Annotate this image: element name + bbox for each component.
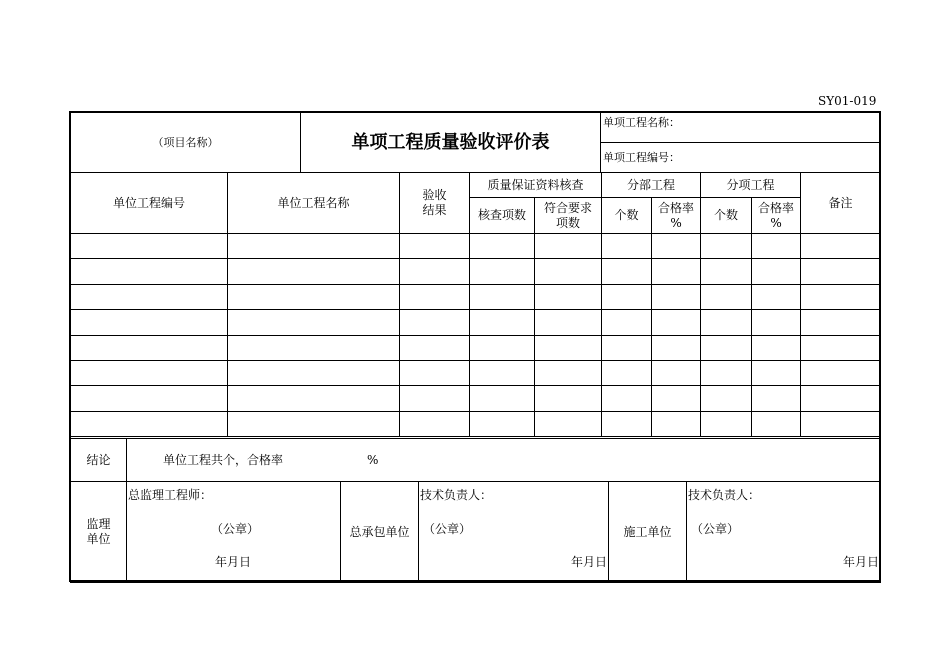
table-cell[interactable]	[801, 411, 881, 436]
table-cell[interactable]	[535, 360, 602, 385]
table-row	[71, 360, 881, 385]
col-item-count: 个数	[701, 198, 752, 234]
table-cell[interactable]	[652, 411, 701, 436]
table-cell[interactable]	[470, 259, 535, 284]
table-cell[interactable]	[71, 335, 228, 360]
table-cell[interactable]	[652, 284, 701, 309]
table-cell[interactable]	[602, 360, 652, 385]
table-cell[interactable]	[71, 386, 228, 411]
table-cell[interactable]	[801, 386, 881, 411]
table-cell[interactable]	[470, 386, 535, 411]
col-unit-name: 单位工程名称	[228, 173, 400, 234]
table-cell[interactable]	[400, 234, 470, 259]
table-cell[interactable]	[71, 259, 228, 284]
table-cell[interactable]	[400, 284, 470, 309]
table-cell[interactable]	[752, 411, 801, 436]
table-row	[71, 335, 881, 360]
table-cell[interactable]	[801, 284, 881, 309]
table-cell[interactable]	[535, 259, 602, 284]
table-cell[interactable]	[752, 284, 801, 309]
table-cell[interactable]	[602, 411, 652, 436]
conclusion-text: 单位工程共个，合格率 %	[127, 439, 881, 482]
col-remarks: 备注	[801, 173, 881, 234]
table-cell[interactable]	[228, 310, 400, 335]
table-cell[interactable]	[801, 259, 881, 284]
table-cell[interactable]	[228, 259, 400, 284]
col-meets: 符合要求 项数	[535, 198, 602, 234]
table-cell[interactable]	[752, 335, 801, 360]
project-name: （项目名称）	[71, 113, 301, 173]
col-sub-part-group: 分部工程	[602, 173, 701, 198]
table-cell[interactable]	[701, 335, 752, 360]
table-cell[interactable]	[470, 335, 535, 360]
table-cell[interactable]	[602, 335, 652, 360]
table-cell[interactable]	[701, 284, 752, 309]
table-row	[71, 259, 881, 284]
table-row	[71, 234, 881, 259]
table-cell[interactable]	[470, 284, 535, 309]
table-cell[interactable]	[701, 259, 752, 284]
table-cell[interactable]	[701, 386, 752, 411]
table-cell[interactable]	[701, 411, 752, 436]
supervision-unit-label: 监理 单位	[71, 482, 127, 583]
col-unit-number: 单位工程编号	[71, 173, 228, 234]
general-contractor-sign-area: 技术负责人： （公章） 年月日	[419, 482, 609, 583]
col-item-pass-rate: 合格率 %	[752, 198, 801, 234]
table-row	[71, 284, 881, 309]
header-table	[70, 112, 881, 173]
table-cell[interactable]	[228, 284, 400, 309]
table-cell[interactable]	[752, 310, 801, 335]
table-cell[interactable]	[752, 259, 801, 284]
table-cell[interactable]	[652, 310, 701, 335]
table-cell[interactable]	[535, 234, 602, 259]
table-cell[interactable]	[400, 386, 470, 411]
table-cell[interactable]	[228, 386, 400, 411]
single-project-number-label: 单项工程编号：	[601, 143, 881, 173]
table-cell[interactable]	[602, 259, 652, 284]
col-part-count: 个数	[602, 198, 652, 234]
table-cell[interactable]	[602, 310, 652, 335]
table-cell[interactable]	[228, 360, 400, 385]
col-quality-group: 质量保证资料核查	[470, 173, 602, 198]
table-cell[interactable]	[228, 234, 400, 259]
table-cell[interactable]	[228, 411, 400, 436]
table-row	[71, 310, 881, 335]
conclusion-label: 结论	[71, 439, 127, 482]
table-cell[interactable]	[652, 335, 701, 360]
table-cell[interactable]	[801, 234, 881, 259]
table-cell[interactable]	[470, 310, 535, 335]
table-cell[interactable]	[400, 335, 470, 360]
supervision-sign-area: 总监理工程师： （公章） 年月日	[127, 482, 341, 583]
single-project-name-label: 单项工程名称：	[601, 113, 881, 143]
table-cell[interactable]	[470, 234, 535, 259]
table-cell[interactable]	[752, 360, 801, 385]
table-cell[interactable]	[535, 335, 602, 360]
table-cell[interactable]	[71, 234, 228, 259]
table-cell[interactable]	[701, 234, 752, 259]
table-cell[interactable]	[602, 386, 652, 411]
table-cell[interactable]	[752, 234, 801, 259]
table-cell[interactable]	[228, 335, 400, 360]
table-cell[interactable]	[71, 360, 228, 385]
general-contractor-label: 总承包单位	[341, 482, 419, 583]
form-code: SY01-019	[818, 94, 877, 108]
table-cell[interactable]	[71, 310, 228, 335]
col-part-pass-rate: 合格率 %	[652, 198, 701, 234]
table-cell[interactable]	[801, 310, 881, 335]
table-cell[interactable]	[652, 259, 701, 284]
table-cell[interactable]	[400, 310, 470, 335]
table-cell[interactable]	[400, 411, 470, 436]
construction-unit-sign-area: 技术负责人： （公章） 年月日	[687, 482, 881, 583]
table-cell[interactable]	[535, 411, 602, 436]
col-acceptance: 验收 结果	[400, 173, 470, 234]
table-cell[interactable]	[652, 386, 701, 411]
table-cell[interactable]	[71, 284, 228, 309]
table-cell[interactable]	[400, 259, 470, 284]
table-cell[interactable]	[801, 360, 881, 385]
construction-unit-label: 施工单位	[609, 482, 687, 583]
table-cell[interactable]	[400, 360, 470, 385]
table-cell[interactable]	[535, 284, 602, 309]
table-row	[71, 411, 881, 436]
table-cell[interactable]	[470, 360, 535, 385]
form-title: 单项工程质量验收评价表	[301, 113, 601, 173]
table-cell[interactable]	[602, 234, 652, 259]
signature-table	[70, 481, 881, 583]
table-cell[interactable]	[652, 360, 701, 385]
conclusion-table	[70, 438, 881, 482]
table-row	[71, 386, 881, 411]
table-cell[interactable]	[535, 386, 602, 411]
table-cell[interactable]	[801, 335, 881, 360]
table-cell[interactable]	[470, 411, 535, 436]
table-cell[interactable]	[752, 386, 801, 411]
col-sub-item-group: 分项工程	[701, 173, 801, 198]
table-cell[interactable]	[71, 411, 228, 436]
table-cell[interactable]	[701, 310, 752, 335]
table-cell[interactable]	[535, 310, 602, 335]
col-check-count: 核查项数	[470, 198, 535, 234]
table-cell[interactable]	[602, 284, 652, 309]
table-cell[interactable]	[701, 360, 752, 385]
unit-table	[70, 172, 881, 437]
table-cell[interactable]	[652, 234, 701, 259]
